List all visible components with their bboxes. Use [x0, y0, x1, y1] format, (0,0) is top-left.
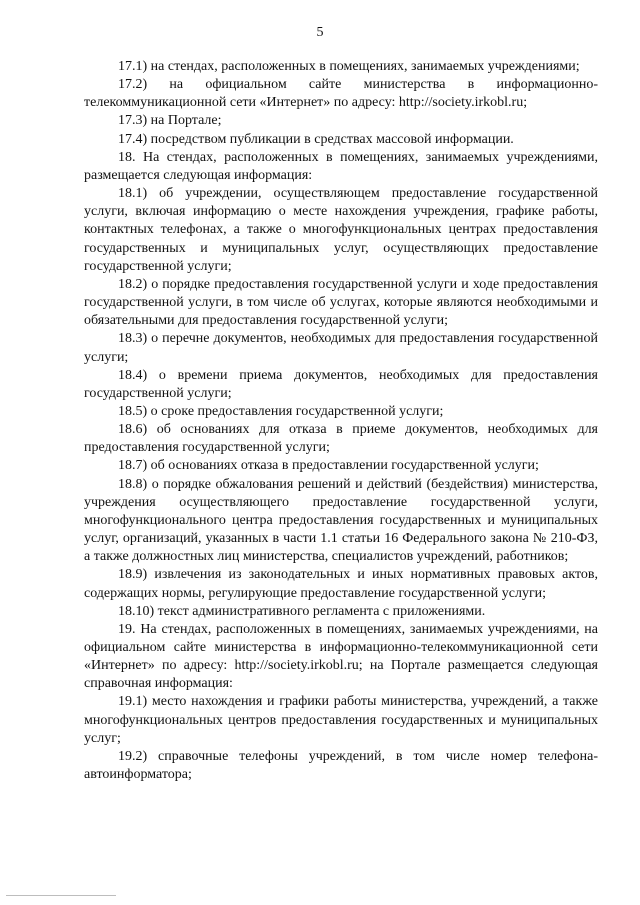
footer-divider	[6, 895, 116, 896]
paragraph-19-2: 19.2) справочные телефоны учреждений, в том числе номер телефона-автоинформатора;	[84, 748, 598, 783]
paragraph-18-4: 18.4) о времени приема документов, необходимых для предоставления государственной услуги;	[84, 367, 598, 401]
paragraph-18-9: 18.9) извлечения из законодательных и иных нормативных правовых актов, содержащих нормы, регулирующие предоставление государственной услуги;	[84, 567, 598, 601]
paragraph-18-8: 18.8) о порядке обжалования решений и действий (бездействия) министерства, учреждения осуществляющего предоставление государственной услуги, многофункционального центра предоставления государственных и муниципальных услуг, организаций, указанных в части 1.1 статьи 16 Федерального закона № 210-ФЗ, а также должностных лиц министерства, специалистов учреждений, работников;	[84, 476, 598, 565]
paragraph-18: 18. На стендах, расположенных в помещениях, занимаемых учреждениями, размещается следующая информация:	[84, 149, 598, 183]
paragraph-18-10: 18.10) текст административного регламента с приложениями.	[118, 603, 486, 619]
paragraph-18-5: 18.5) о сроке предоставления государственной услуги;	[118, 403, 444, 419]
paragraph-19: 19. На стендах, расположенных в помещениях, занимаемых учреждениями, на официальном сайте министерства в информационно-телекоммуникационной сети «Интернет» по адресу: http://society.irkobl.ru; на Портале размещается следующая справочная информация:	[84, 621, 598, 692]
paragraph-18-3: 18.3) о перечне документов, необходимых для предоставления государственной услуги;	[84, 331, 598, 365]
paragraph-18-7: 18.7) об основаниях отказа в предоставлении государственной услуги;	[118, 458, 539, 474]
document-body	[84, 58, 598, 784]
paragraph-19-1: 19.1) место нахождения и графики работы министерства, учреждений, а также многофункциональных центров предоставления государственных и муниципальных услуг;	[84, 694, 598, 746]
paragraph-18-2: 18.2) о порядке предоставления государственной услуги и ходе предоставления государственной услуги, в том числе об услугах, которые являются необходимыми и обязательными для предоставления государственной услуги;	[84, 276, 598, 329]
paragraph-17-3: 17.3) на Портале;	[118, 113, 222, 129]
paragraph-17-4: 17.4) посредством публикации в средствах массовой информации.	[118, 131, 514, 147]
paragraph-18-1: 18.1) об учреждении, осуществляющем предоставление государственной услуги, включая информацию о месте нахождения учреждения, графике работы, контактных телефонах, а также о многофункциональных центрах предоставления государственных и муниципальных услуг, осуществляющих предоставление государственной услуги;	[84, 186, 598, 274]
paragraph-18-6: 18.6) об основаниях для отказа в приеме документов, необходимых для предоставления государственной услуги;	[84, 422, 598, 456]
paragraph-17-1: 17.1) на стендах, расположенных в помещениях, занимаемых учреждениями;	[118, 59, 580, 74]
page-number: 5	[316, 25, 324, 40]
paragraph-17-2: 17.2) на официальном сайте министерства в информационно-телекоммуникационной сети «Интернет» по адресу: http://society.irkobl.ru;	[84, 77, 598, 111]
